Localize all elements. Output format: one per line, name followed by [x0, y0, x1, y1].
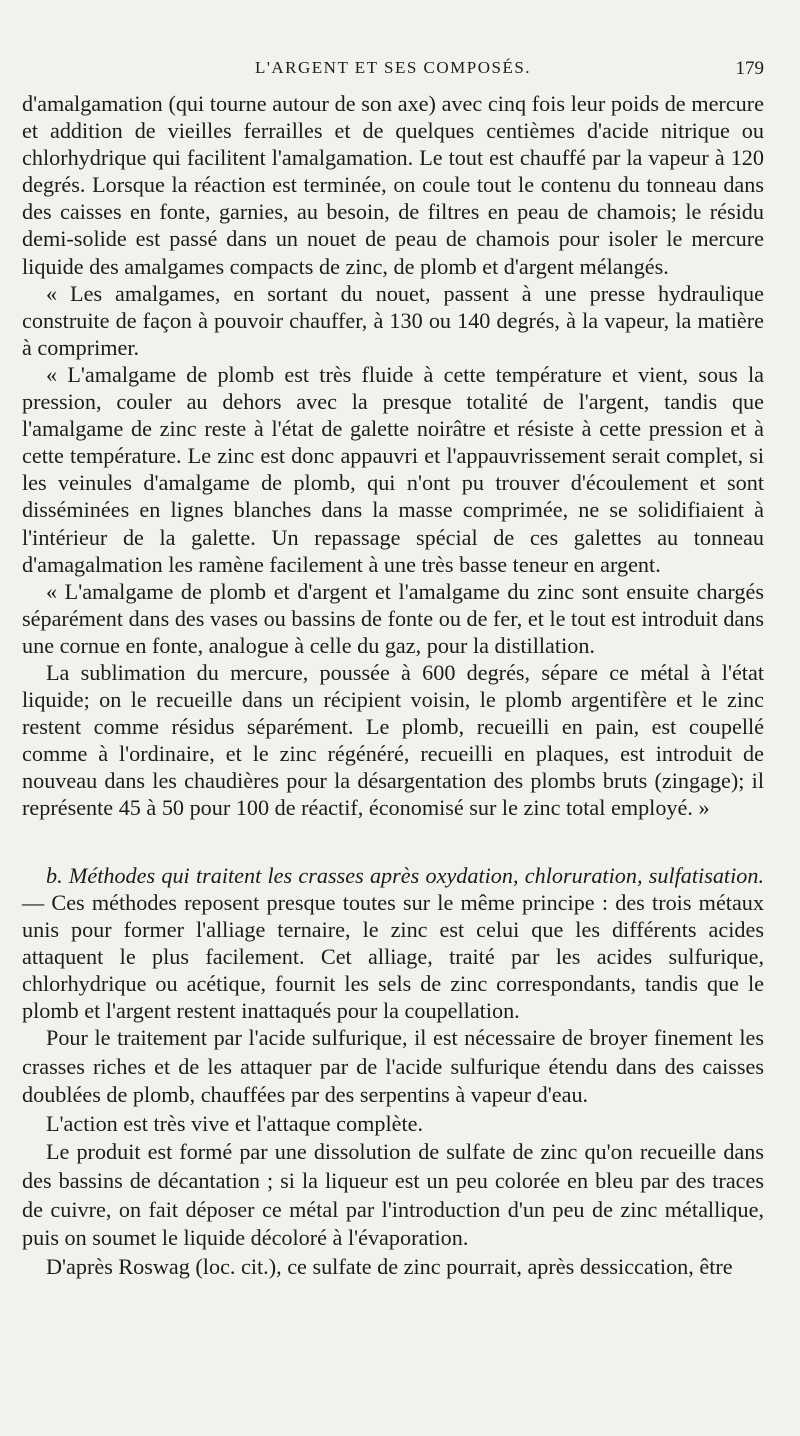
paragraph: « L'amalgame de plomb et d'argent et l'amalgame du zinc sont ensuite chargés séparément dans des vases ou bassins de fonte ou de fer, et le tout est introduit dans une cornue en fonte, analogue à celle du gaz, pour la distillation. — [22, 578, 764, 658]
paragraph: « L'amalgame de plomb est très fluide à cette température et vient, sous la pression, couler au dehors avec la presque totalité de l'argent, tandis que l'amalgame de zinc reste à l'état de galette noirâtre et résiste à cette pression et à cette température. Le zinc est donc appauvri et l'appauvrissement serait complet, si les veinules d'amalgame de plomb, qui n'ont pu trouver d'écoulement et sont disséminées en lignes blanches dans la masse comprimée, ne se solidifiaient à l'intérieur de la galette. Un repassage spécial de ces galettes au tonneau d'amagalmation les ramène facilement à une très basse teneur en argent. — [22, 361, 764, 577]
paragraph: d'amalgamation (qui tourne autour de son axe) avec cinq fois leur poids de mercure et addition de vieilles ferrailles et de quelques centièmes d'acide nitrique ou chlorhydrique qui facilitent l'amalgamation. Le tout est chauffé par la vapeur à 120 degrés. Lorsque la réaction est terminée, on coule tout le contenu du tonneau dans des caisses en fonte, garnies, au besoin, de filtres en peau de chamois; le résidu demi-solide est passé dans un nouet de peau de chamois pour isoler le mercure liquide des amalgames compacts de zinc, de plomb et d'argent mélangés. — [22, 91, 764, 279]
paragraph: « Les amalgames, en sortant du nouet, passent à une presse hydraulique construite de façon à pouvoir chauffer, à 130 ou 140 degrés, à la vapeur, la matière à comprimer. — [22, 280, 764, 360]
paragraph: L'action est très vive et l'attaque complète. — [46, 1110, 424, 1136]
page-number: 179 — [735, 58, 764, 79]
body-text — [22, 90, 764, 1281]
section-spacer — [22, 822, 764, 862]
section-b-text: — Ces méthodes reposent presque toutes sur le même principe : des trois métaux unis pour former l'alliage ternaire, le zinc est celui que les différents acides attaquent le plus facilement. Cet alliage, traité par les acides sulfurique, chlorhydrique ou acétique, fournit les sels de zinc correspondants, tandis que le plomb et l'argent restent inattaqués pour la coupellation. — [22, 889, 764, 1023]
paragraph-group — [22, 1024, 764, 1281]
paragraph: D'après Roswag (loc. cit.), ce sulfate de zinc pourrait, après dessiccation, être — [46, 1253, 733, 1279]
section-b-heading: b. Méthodes qui traitent les crasses après oxydation, chloruration, sulfatisation. — [46, 862, 764, 888]
paragraph: Pour le traitement par l'acide sulfurique, il est nécessaire de broyer finement les crasses riches et de les attaquer par de l'acide sulfurique étendu dans des caisses doublées de plomb, chauffées par des serpentins à vapeur d'eau. — [22, 1025, 764, 1108]
paragraph: Le produit est formé par une dissolution de sulfate de zinc qu'on recueille dans des bassins de décantation ; si la liqueur est un peu colorée en bleu par des traces de cuivre, on fait déposer ce métal par l'introduction d'un peu de zinc métallique, puis on soumet le liquide décoloré à l'évaporation. — [22, 1139, 764, 1251]
running-header — [22, 52, 764, 88]
paragraph: La sublimation du mercure, poussée à 600 degrés, sépare ce métal à l'état liquide; on le recueille dans un récipient voisin, le plomb argentifère et le zinc restent comme résidus séparément. Le plomb, recueilli en pain, est coupellé comme à l'ordinaire, et le zinc régénéré, recueilli en plaques, est introduit de nouveau dans les chaudières pour la désargentation des plombs bruts (zingage); il représente 45 à 50 pour 100 de réactif, économisé sur le zinc total employé. » — [22, 659, 764, 821]
section-b-paragraph — [22, 862, 764, 1025]
running-title: L'ARGENT ET SES COMPOSÉS. — [254, 58, 532, 77]
